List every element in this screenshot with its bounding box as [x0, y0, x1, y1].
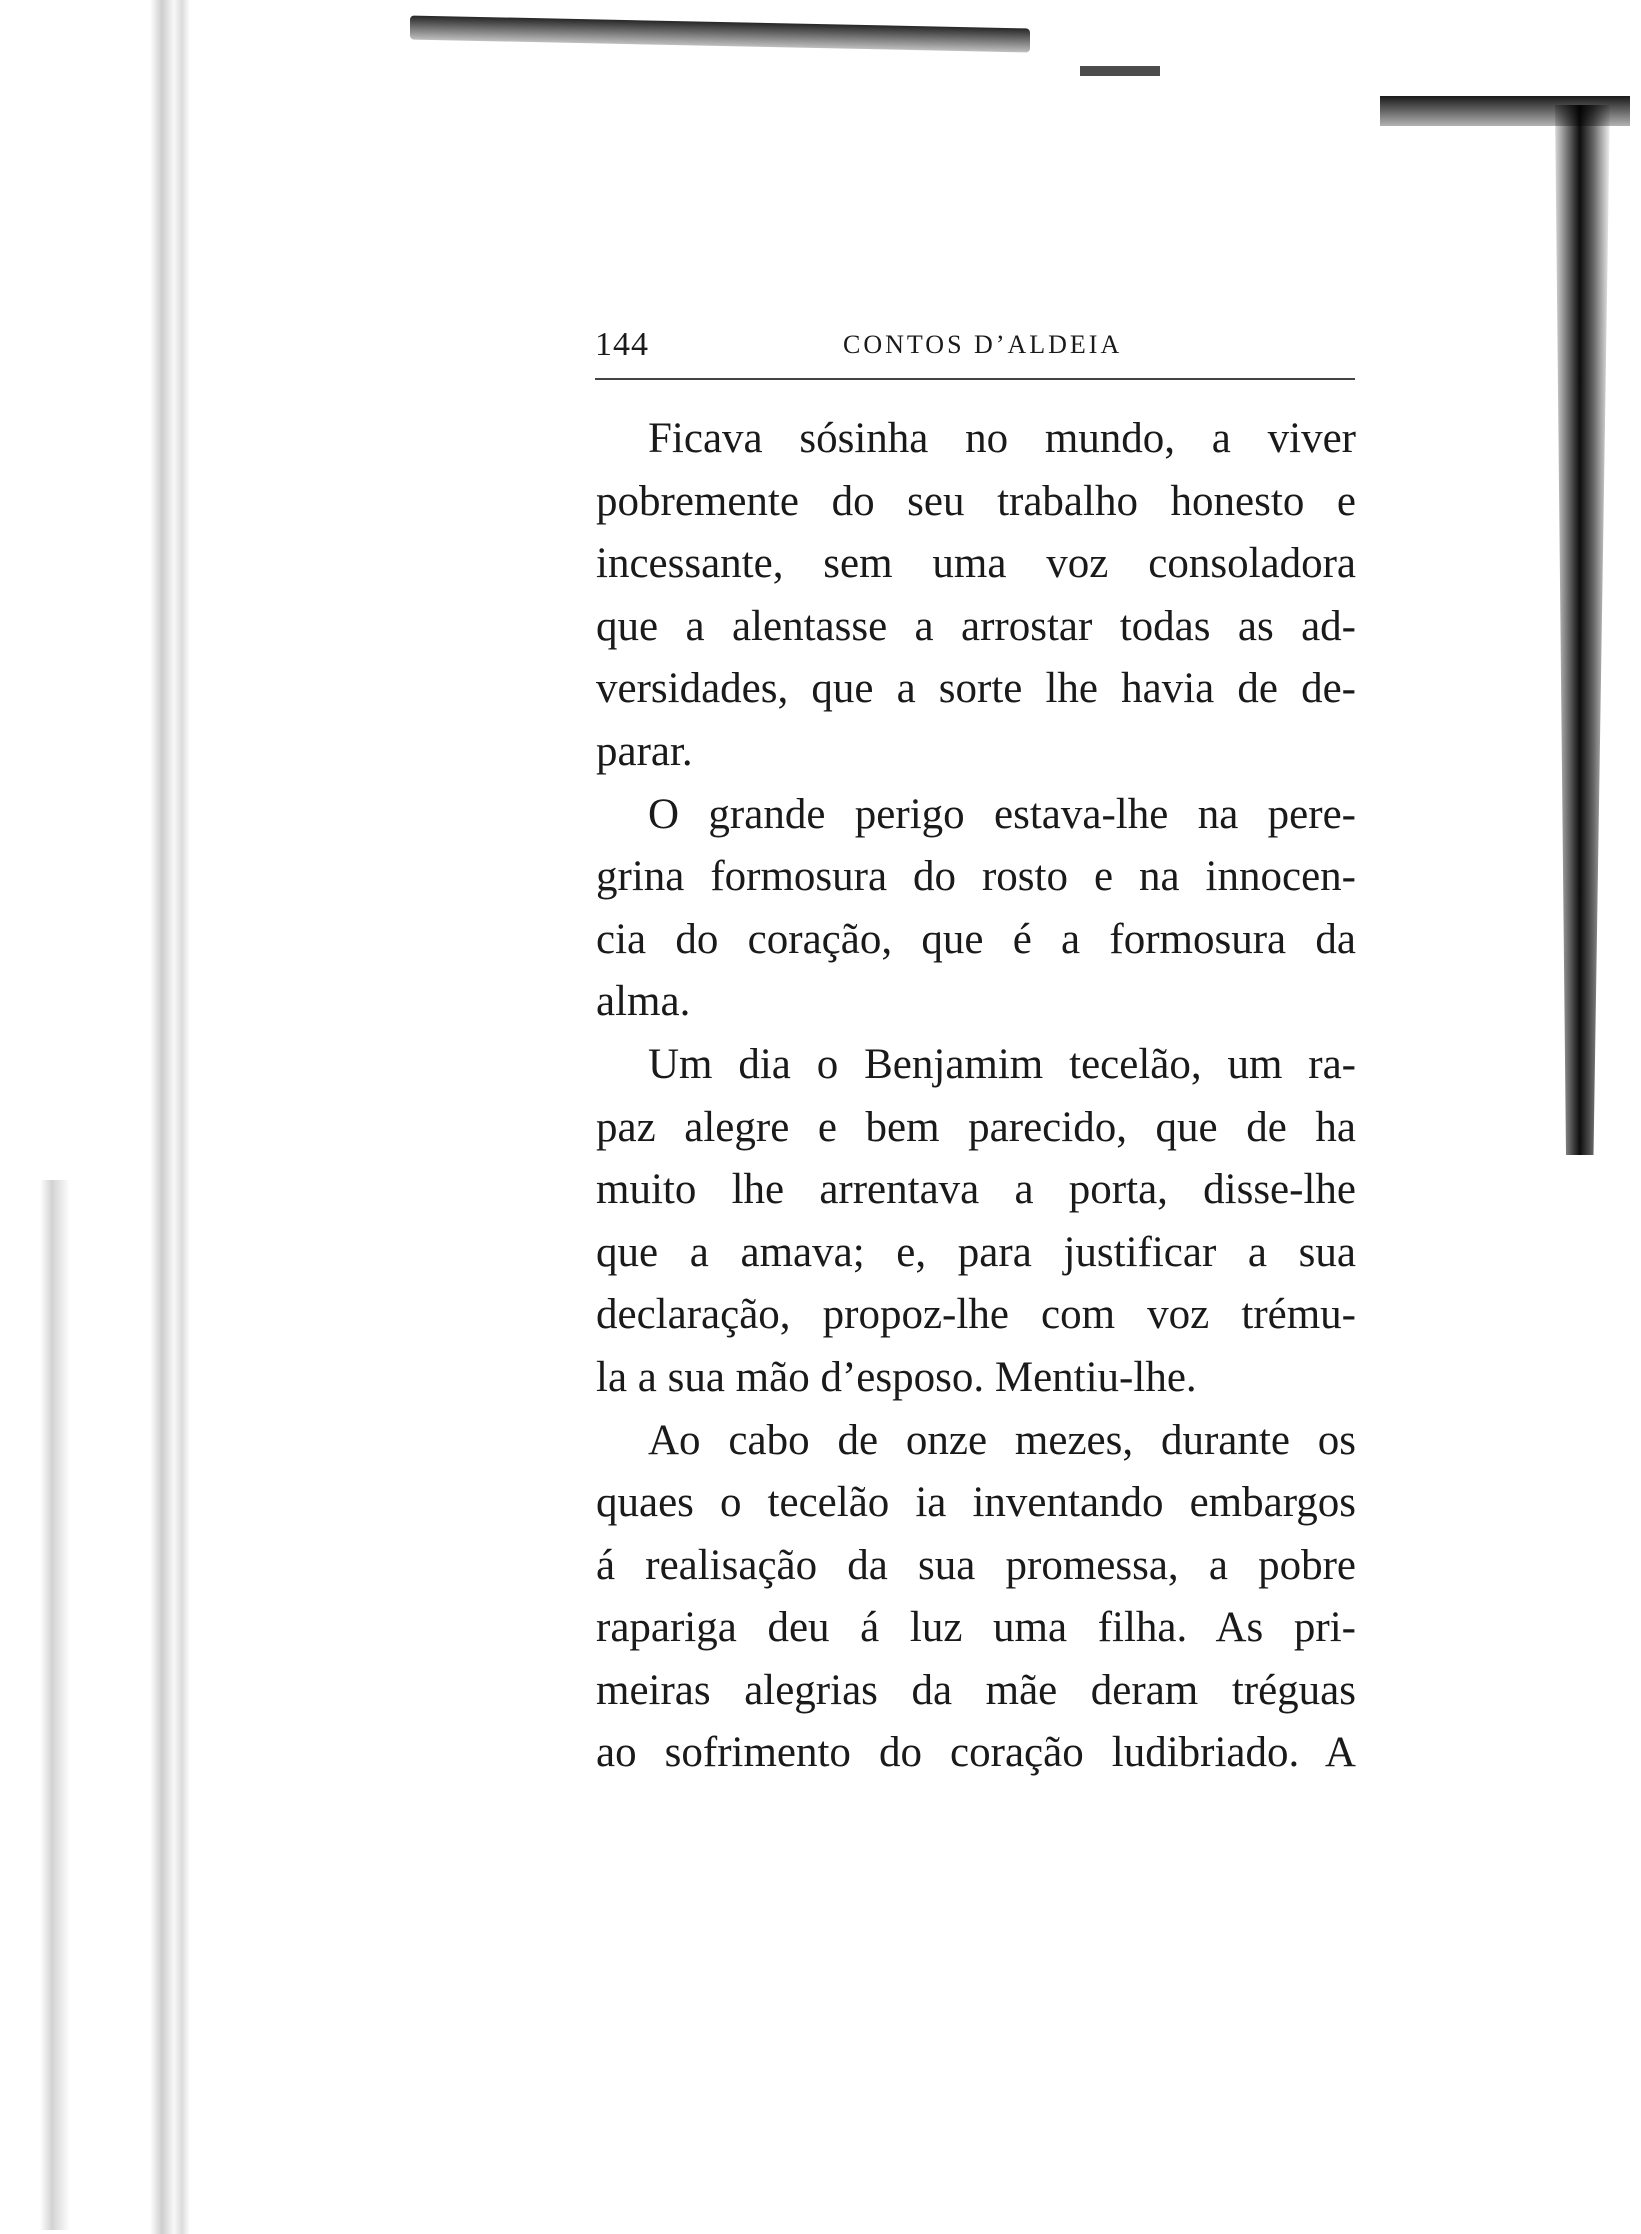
- text-line: incessante, sem uma voz consoladora: [596, 540, 1356, 588]
- text-line: O grande perigo estava-lhe na pere-: [648, 790, 1356, 838]
- text-line: Ao cabo de onze mezes, durante os: [648, 1416, 1356, 1464]
- text-line: muito lhe arrentava a porta, disse-lhe: [596, 1166, 1356, 1214]
- paragraph-1: [596, 408, 1356, 784]
- text-line: grina formosura do rosto e na innocen-: [596, 853, 1356, 901]
- paragraph-4: [596, 1410, 1356, 1786]
- text-line: que a alentasse a arrostar todas as ad-: [596, 602, 1356, 650]
- text-line: á realisação da sua promessa, a pobre: [596, 1541, 1356, 1589]
- scan-shadow-right: [1555, 105, 1610, 1155]
- scan-shadow-top: [410, 16, 1030, 53]
- text-line: Ficava sósinha no mundo, a viver: [648, 415, 1356, 462]
- text-line: que a amava; e, para justificar a sua: [596, 1228, 1356, 1276]
- text-line: rapariga deu á luz uma filha. As pri-: [596, 1604, 1356, 1652]
- running-head: CONTOS D’ALDEIA: [843, 330, 1123, 359]
- text-line: quaes o tecelão ia inventando embargos: [596, 1479, 1356, 1527]
- text-line: declaração, propoz-lhe com voz trému-: [596, 1291, 1356, 1339]
- body-text: [596, 408, 1356, 1785]
- text-line: la a sua mão d’esposo. Mentiu-lhe.: [596, 1353, 1197, 1401]
- page-number: 144: [595, 326, 649, 363]
- paragraph-3: [596, 1034, 1356, 1410]
- scan-shadow-left: [150, 0, 190, 2234]
- text-line: paz alegre e bem parecido, que de ha: [596, 1103, 1356, 1151]
- text-line: cia do coração, que é a formosura da: [596, 915, 1356, 963]
- text-line: pobremente do seu trabalho honesto e: [596, 477, 1356, 525]
- scan-shadow-left-lower: [40, 1180, 70, 2230]
- text-line: parar.: [596, 727, 693, 775]
- page-header: [595, 318, 1355, 380]
- paragraph-2: [596, 784, 1356, 1034]
- text-line: meiras alegrias da mãe deram tréguas: [596, 1666, 1356, 1714]
- text-line: ao sofrimento do coração ludibriado. A: [596, 1729, 1356, 1777]
- text-line: alma.: [596, 978, 691, 1026]
- text-line: versidades, que a sorte lhe havia de de-: [596, 665, 1356, 713]
- scan-shadow-top-fragment: [1080, 66, 1160, 76]
- text-line: Um dia o Benjamim tecelão, um ra-: [648, 1040, 1356, 1088]
